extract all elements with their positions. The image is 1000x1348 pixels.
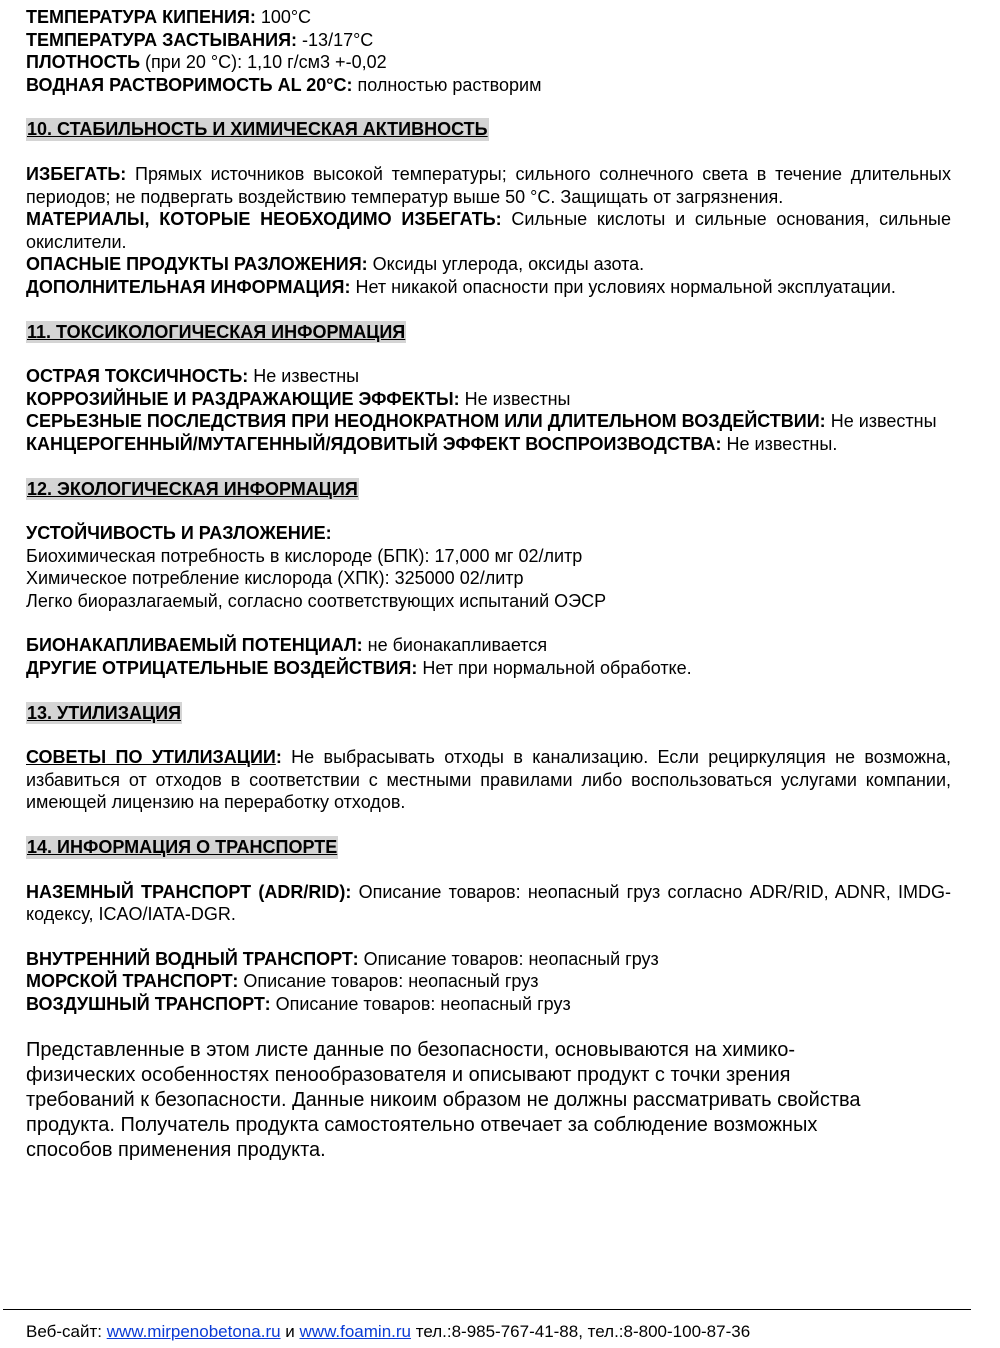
materials-label: МАТЕРИАЛЫ, КОТОРЫЕ НЕОБХОДИМО ИЗБЕГАТЬ: [26, 209, 502, 230]
boiling-point-value: 100°С [255, 7, 312, 27]
other-effects-label: ДРУГИЕ ОТРИЦАТЕЛЬНЫЕ ВОЗДЕЙСТВИЯ: [26, 658, 418, 679]
air-transport-value: Описание товаров: неопасный груз [270, 994, 571, 1014]
extra-info-label: ДОПОЛНИТЕЛЬНАЯ ИНФОРМАЦИЯ: [26, 276, 351, 297]
hazard-products-row [26, 253, 951, 276]
biodegradable-text: Легко биоразлагаемый, согласно соответствующих испытаний ОЭСР [26, 590, 607, 611]
serious-effects-label: СЕРЬЕЗНЫЕ ПОСЛЕДСТВИЯ ПРИ НЕОДНОКРАТНОМ ИЛИ ДЛИТЕЛЬНОМ ВОЗДЕЙСТВИИ: [26, 411, 826, 432]
disclaimer-line-1: Представленные в этом листе данные по безопасности, основываются на химико- [26, 1038, 796, 1061]
inland-transport-value: Описание товаров: неопасный груз [358, 948, 659, 969]
corrosive-label: КОРРОЗИЙНЫЕ И РАЗДРАЖАЮЩИЕ ЭФФЕКТЫ: [26, 388, 460, 409]
pour-point-row [26, 29, 951, 52]
land-transport-row [26, 881, 951, 926]
inland-transport-row [26, 948, 951, 971]
materials-row [26, 208, 951, 253]
section-11-heading: 11. ТОКСИКОЛОГИЧЕСКАЯ ИНФОРМАЦИЯ [27, 321, 406, 342]
section-12-heading: 12. ЭКОЛОГИЧЕСКАЯ ИНФОРМАЦИЯ [27, 478, 358, 499]
section-10-heading: 10. СТАБИЛЬНОСТЬ И ХИМИЧЕСКАЯ АКТИВНОСТЬ [27, 119, 488, 140]
disposal-advice-colon: : [275, 747, 282, 768]
cod-text: Химическое потребление кислорода (ХПК): 325000 02/литр [26, 568, 524, 589]
serious-effects-value: Не известны [825, 411, 937, 432]
section-14-heading: 14. ИНФОРМАЦИЯ О ТРАНСПОРТЕ [27, 837, 338, 858]
document-body [26, 6, 951, 1163]
disclaimer-line-5: способов применения продукта. [26, 1138, 326, 1161]
footer-and: и [280, 1322, 300, 1341]
footer-link-foamin[interactable]: www.foamin.ru [299, 1322, 411, 1341]
sea-transport-label: МОРСКОЙ ТРАНСПОРТ: [26, 971, 239, 992]
boiling-point-row [26, 6, 951, 29]
pour-point-label: ТЕМПЕРАТУРА ЗАСТЫВАНИЯ: [26, 29, 298, 50]
air-transport-row [26, 993, 951, 1016]
land-transport-label: НАЗЕМНЫЙ ТРАНСПОРТ (ADR/RID): [26, 881, 352, 902]
corrosive-value: Не известны [459, 388, 571, 409]
air-transport-label: ВОЗДУШНЫЙ ТРАНСПОРТ: [26, 994, 271, 1014]
materials-value: Сильные кислоты и сильные основания, сильные окислители. [26, 209, 951, 252]
footer-divider [3, 1309, 971, 1310]
disclaimer-line-2: физических особенностях пенообразователя и описывают продукт с точки зрения [26, 1063, 791, 1086]
hazard-products-value: Оксиды углерода, оксиды азота. [367, 254, 645, 275]
carcinogenic-row [26, 433, 951, 456]
disposal-advice-value: Не выбрасывать отходы в канализацию. Если рециркуляция не возможна, избавиться от отходов в соответствии с местными правилами либо воспользоваться услугами компании, имеющей лицензию на переработку отходов. [26, 747, 951, 813]
pour-point-value: -13/17°С [297, 29, 374, 50]
avoid-row [26, 163, 951, 208]
carcinogenic-value: Не известны. [721, 433, 838, 454]
footer-site-label: Веб-сайт: [26, 1322, 107, 1341]
disposal-advice-label: СОВЕТЫ ПО УТИЛИЗАЦИИ [26, 747, 276, 768]
other-effects-row [26, 657, 951, 680]
density-row [26, 51, 951, 74]
extra-info-value: Нет никакой опасности при условиях нормальной эксплуатации. [350, 276, 896, 297]
footer-link-mirpenobetona[interactable]: www.mirpenobetona.ru [106, 1322, 281, 1341]
solubility-label: ВОДНАЯ РАСТВОРИМОСТЬ AL 20°C: [26, 74, 353, 95]
acute-toxicity-label: ОСТРАЯ ТОКСИЧНОСТЬ: [26, 366, 249, 387]
sea-transport-value: Описание товаров: неопасный груз [238, 971, 539, 992]
acute-toxicity-value: Не известны [248, 366, 360, 387]
hazard-products-label: ОПАСНЫЕ ПРОДУКТЫ РАЗЛОЖЕНИЯ: [26, 254, 368, 275]
disclaimer-line-3: требований к безопасности. Данные никоим образом не должны рассматривать свойства [26, 1088, 861, 1111]
acute-toxicity-row [26, 365, 951, 388]
land-transport-value: Описание товаров: неопасный груз согласно ADR/RID, ADNR, IMDG-кодексу, ICAO/IATA-DGR. [26, 881, 952, 925]
bod-text: Биохимическая потребность в кислороде (БПК): 17,000 мг 02/литр [26, 545, 583, 566]
footer [26, 1321, 976, 1343]
corrosive-row [26, 388, 951, 411]
serious-effects-row [26, 410, 951, 433]
section-13-heading: 13. УТИЛИЗАЦИЯ [27, 702, 182, 723]
solubility-row [26, 74, 951, 97]
avoid-label: ИЗБЕГАТЬ: [26, 163, 127, 184]
boiling-point-label: ТЕМПЕРАТУРА КИПЕНИЯ: [26, 7, 256, 27]
density-value: (при 20 °С): 1,10 г/см3 +-0,02 [140, 52, 387, 73]
avoid-value: Прямых источников высокой температуры; сильного солнечного света в течение длительных периодов; не подвергать воздействию температур выше 50 °С. Защищать от загрязнения. [26, 163, 951, 207]
other-effects-value: Нет при нормальной обработке. [417, 658, 692, 679]
sea-transport-row [26, 970, 951, 993]
bioaccumulation-value: не бионакапливается [362, 635, 548, 656]
disclaimer-paragraph [26, 1038, 951, 1163]
extra-info-row [26, 276, 951, 299]
density-label: ПЛОТНОСТЬ [26, 52, 141, 73]
bioaccumulation-row [26, 634, 951, 657]
inland-transport-label: ВНУТРЕННИЙ ВОДНЫЙ ТРАНСПОРТ: [26, 948, 359, 969]
disclaimer-line-4: продукта. Получатель продукта самостоятельно отвечает за соблюдение возможных [26, 1113, 818, 1136]
footer-phones: тел.:8-985-767-41-88, тел.:8-800-100-87-36 [411, 1322, 751, 1341]
solubility-value: полностью растворим [352, 74, 542, 95]
carcinogenic-label: КАНЦЕРОГЕННЫЙ/МУТАГЕННЫЙ/ЯДОВИТЫЙ ЭФФЕКТ ВОСПРОИЗВОДСТВА: [26, 433, 722, 454]
bioaccumulation-label: БИОНАКАПЛИВАЕМЫЙ ПОТЕНЦИАЛ: [26, 635, 363, 656]
disposal-advice-row [26, 746, 951, 814]
stability-label: УСТОЙЧИВОСТЬ И РАЗЛОЖЕНИЕ: [26, 523, 332, 544]
